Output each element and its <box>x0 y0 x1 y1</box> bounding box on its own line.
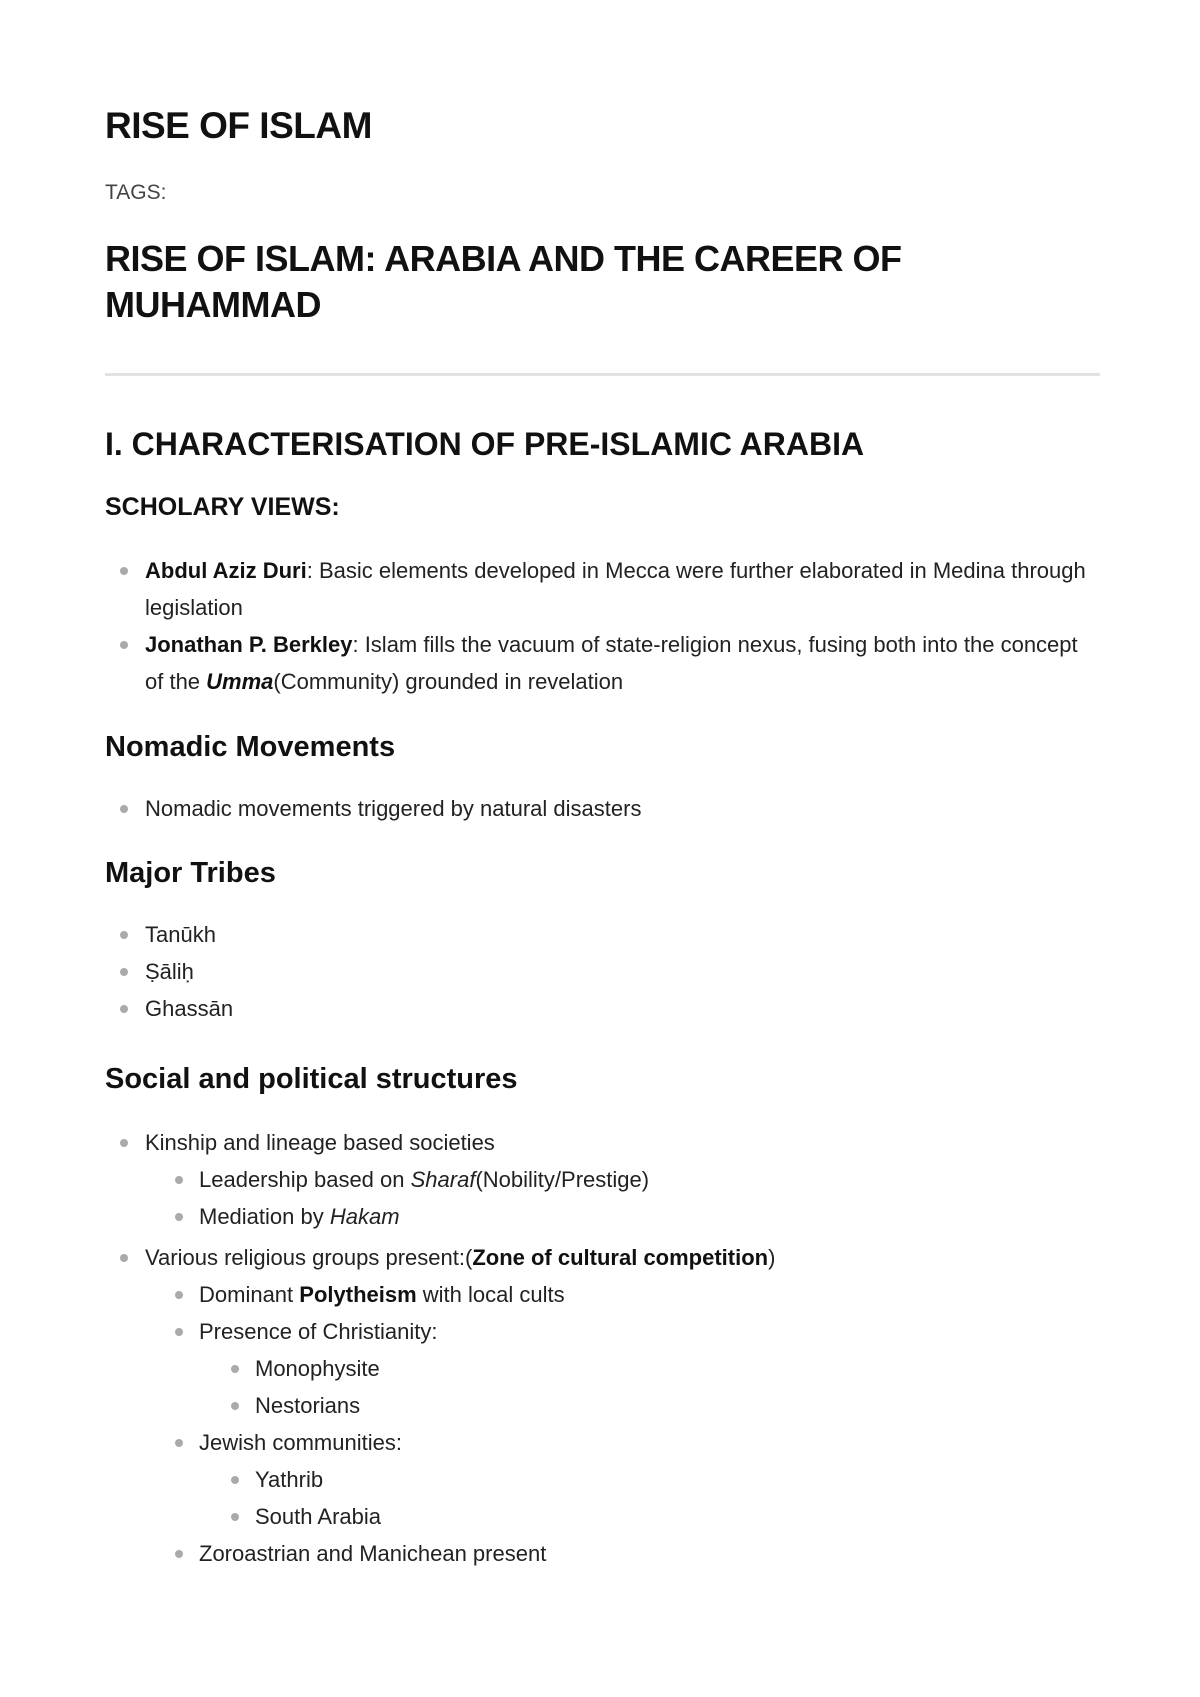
list-item: Mediation by Hakam <box>105 1198 1100 1235</box>
list-item: Presence of Christianity: <box>105 1313 1100 1350</box>
divider <box>105 373 1100 376</box>
list-item: Ghassān <box>105 990 1100 1027</box>
tags-label: TAGS: <box>105 181 167 204</box>
list-item: Leadership based on Sharaf(Nobility/Prestige) <box>105 1161 1100 1198</box>
scholar-name: Abdul Aziz Duri <box>145 558 307 583</box>
social-political-heading: Social and political structures <box>105 1063 518 1095</box>
list-item <box>105 552 1100 626</box>
scholarly-views-heading: SCHOLARY VIEWS: <box>105 493 340 521</box>
list-item: Nomadic movements triggered by natural disasters <box>105 790 1100 827</box>
main-heading: RISE OF ISLAM: ARABIA AND THE CAREER OF MUHAMMAD <box>105 238 902 325</box>
scholar-view-text: : Islam fills the vacuum of state-religion nexus, fusing both into the concept of the <box>145 632 1078 694</box>
list-item: Zoroastrian and Manichean present <box>105 1535 1100 1572</box>
nomadic-movements-heading: Nomadic Movements <box>105 731 396 763</box>
list-item: South Arabia <box>105 1498 1100 1535</box>
major-tribes-heading: Major Tribes <box>105 857 276 889</box>
umma-term: Umma <box>206 669 274 694</box>
list-item: Monophysite <box>105 1350 1100 1387</box>
list-item: Kinship and lineage based societies <box>105 1124 1100 1161</box>
social-political-list <box>105 1124 1100 1572</box>
list-item: Yathrib <box>105 1461 1100 1498</box>
polytheism-term: Polytheism <box>299 1282 417 1307</box>
section-heading: I. CHARACTERISATION OF PRE-ISLAMIC ARABIA <box>105 426 865 462</box>
document-title: RISE OF ISLAM <box>105 105 372 146</box>
list-item: Various religious groups present:(Zone of cultural competition) <box>105 1239 1100 1276</box>
list-item: Nestorians <box>105 1387 1100 1424</box>
list-item: Jewish communities: <box>105 1424 1100 1461</box>
scholar-view-text: : Basic elements developed in Mecca were further elaborated in Medina through legislation <box>145 558 1086 620</box>
sharaf-term: Sharaf <box>410 1167 476 1192</box>
list-item: Dominant Polytheism with local cults <box>105 1276 1100 1313</box>
hakam-term: Hakam <box>329 1204 400 1229</box>
cultural-competition-term: Zone of cultural competition <box>472 1245 769 1270</box>
scholar-name: Jonathan P. Berkley <box>145 632 353 657</box>
nomadic-movements-list <box>105 790 1100 827</box>
major-tribes-list <box>105 916 1100 1027</box>
list-item: Tanūkh <box>105 916 1100 953</box>
scholar-view-text-end: (Community) grounded in revelation <box>273 669 624 694</box>
list-item: Ṣāliḥ <box>105 953 1100 990</box>
list-item <box>105 626 1100 700</box>
scholarly-views-list <box>105 552 1100 700</box>
